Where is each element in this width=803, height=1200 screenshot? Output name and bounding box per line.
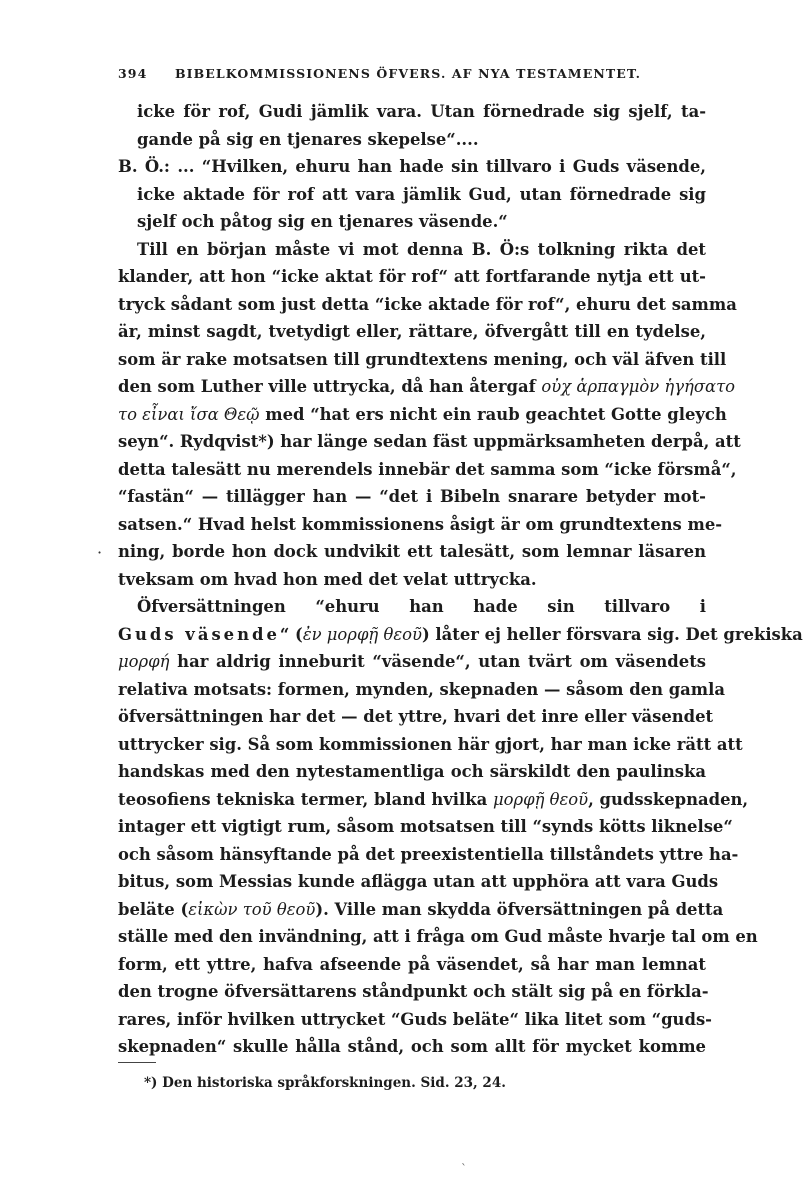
- margin-bullet: ·: [97, 543, 103, 562]
- greek-phrase: το εἶναι ἴσα Θεῷ: [118, 405, 260, 424]
- text-line: [118, 621, 803, 649]
- text-line: Till en början måste vi mot denna B. Ö:s tolkning rikta det: [137, 240, 706, 259]
- text-line: ställe med den invändning, att i fråga om Gud måste hvarje tal om en: [118, 927, 758, 946]
- text-line: sjelf och påtog sig en tjenares väsende.“: [137, 212, 508, 231]
- spaced-emphasis: Guds väsende: [118, 625, 280, 644]
- text-line: [118, 401, 727, 429]
- text-line: relativa motsats: formen, mynden, skepnaden — såsom den gamla: [118, 680, 725, 699]
- greek-phrase: ἐν μορφῇ θεοῦ: [302, 625, 422, 644]
- text-line: Öfversättningen “ehuru han hade sin tillvaro i: [137, 597, 706, 616]
- text-line: form, ett yttre, hafva afseende på väsendet, så har man lemnat: [118, 955, 706, 974]
- greek-phrase: εἰκὼν τοῦ θεοῦ: [188, 900, 316, 919]
- text-segment: beläte (: [118, 900, 189, 919]
- text-line: seyn“. Rydqvist*) har länge sedan fäst uppmärksamheten derpå, att: [118, 432, 741, 451]
- text-line: rares, inför hvilken uttrycket “Guds beläte“ lika litet som “guds-: [118, 1010, 712, 1029]
- running-title: BIBELKOMMISSIONENS ÖFVERS. AF NYA TESTAMENTET.: [175, 66, 642, 81]
- text-line: icke för rof, Gudi jämlik vara. Utan förnedrade sig sjelf, ta-: [137, 102, 706, 121]
- greek-phrase: μορφῇ θεοῦ: [492, 790, 589, 809]
- text-line: öfversättningen har det — det yttre, hvari det inre eller väsendet: [118, 707, 714, 726]
- text-line: ning, borde hon dock undvikit ett talesätt, som lemnar läsaren: [118, 542, 706, 561]
- text-line: intager ett vigtigt rum, såsom motsatsen till “synds kötts liknelse“: [118, 817, 733, 836]
- text-line: är, minst sagdt, tvetydigt eller, rättare, öfvergått till en tydelse,: [118, 322, 706, 341]
- text-line: [118, 648, 706, 676]
- text-line: tveksam om hvad hon med det velat uttrycka.: [118, 570, 537, 589]
- greek-phrase: οὐχ ἁρπαγμὸν ἡγήσατο: [541, 377, 736, 396]
- footnote-divider: [118, 1062, 156, 1063]
- greek-word: μορφή: [118, 652, 170, 671]
- text-segment: ) låter ej heller försvara sig. Det grekiska: [421, 625, 803, 644]
- text-line: detta talesätt nu merendels innebär det samma som “icke försmå“,: [118, 460, 737, 479]
- text-line: [118, 896, 724, 924]
- running-header: [118, 66, 718, 88]
- text-line: [118, 786, 749, 814]
- text-segment: den som Luther ville uttrycka, då han återgaf: [118, 377, 536, 396]
- text-line: [118, 373, 736, 401]
- footnote: *) Den historiska språkforskningen. Sid. 23, 24.: [144, 1075, 506, 1091]
- text-segment: teosofiens tekniska termer, bland hvilka: [118, 790, 488, 809]
- text-line: icke aktade för rof att vara jämlik Gud, utan förnedrade sig: [137, 185, 706, 204]
- text-line: handskas med den nytestamentliga och särskildt den paulinska: [118, 762, 706, 781]
- text-segment: med “hat ers nicht ein raub geachtet Gotte gleych: [265, 405, 727, 424]
- text-line: gande på sig en tjenares skepelse“....: [137, 130, 479, 149]
- stray-mark: ˋ: [461, 1162, 467, 1176]
- text-line: bitus, som Messias kunde aflägga utan att upphöra att vara Guds: [118, 872, 719, 891]
- text-line: “fastän“ — tillägger han — “det i Bibeln snarare betyder mot-: [118, 487, 706, 506]
- page-number: 394: [118, 66, 148, 81]
- text-line: satsen.“ Hvad helst kommissionens åsigt är om grundtextens me-: [118, 515, 723, 534]
- text-line: tryck sådant som just detta “icke aktade för rof“, ehuru det samma: [118, 295, 737, 314]
- text-line: som är rake motsatsen till grundtextens mening, och väl äfven till: [118, 350, 727, 369]
- text-segment: “ (: [279, 625, 303, 644]
- text-line: klander, att hon “icke aktat för rof“ att fortfarande nytja ett ut-: [118, 267, 706, 286]
- text-line: skepnaden“ skulle hålla stånd, och som allt för mycket komme: [118, 1037, 706, 1056]
- text-segment: , gudsskepnaden,: [588, 790, 749, 809]
- text-line: och såsom hänsyftande på det preexistentiella tillståndets yttre ha-: [118, 845, 739, 864]
- text-line: den trogne öfversättarens ståndpunkt och stält sig på en förkla-: [118, 982, 709, 1001]
- text-line: B. Ö.: ... “Hvilken, ehuru han hade sin tillvaro i Guds väsende,: [118, 157, 706, 176]
- text-line: uttrycker sig. Så som kommissionen här gjort, har man icke rätt att: [118, 735, 743, 754]
- text-segment: har aldrig inneburit “väsende“, utan tvärt om väsendets: [177, 652, 706, 671]
- text-segment: ). Ville man skydda öfversättningen på detta: [315, 900, 724, 919]
